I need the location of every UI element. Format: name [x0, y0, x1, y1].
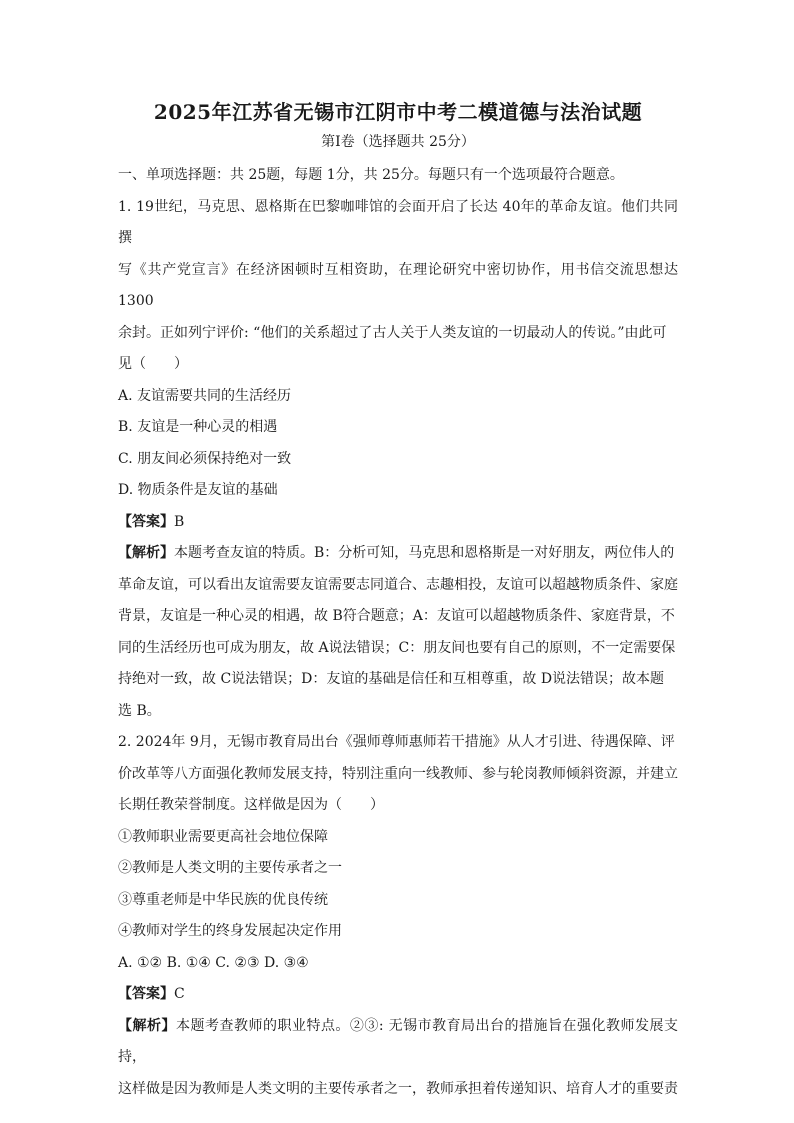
q1-stem-line-4: 见（ ） — [118, 356, 188, 372]
analysis-text: 本题考查友谊的特质。B：分析可知，马克思和恩格斯是一对好朋友，两位伟人的 — [174, 545, 675, 561]
q2-item-1: ①教师职业需要更高社会地位保障 — [118, 828, 328, 845]
q1-option-b: B. 友谊是一种心灵的相遇 — [118, 419, 278, 435]
section-instructions: 一、单项选择题：共 25题，每题 1分，共 25分。每题只有一个选项最符合题意。 — [118, 167, 624, 183]
q2-item-2: ②教师是人类文明的主要传承者之一 — [118, 860, 342, 876]
q2-stem-line-2: 价改革等八方面强化教师发展支持，特别注重向一线教师、参与轮岗教师倾斜资源，并建立 — [118, 765, 678, 782]
q2-item-3: ③尊重老师是中华民族的优良传统 — [118, 891, 328, 908]
q2-answer — [118, 979, 678, 1011]
analysis-text: 本题考查教师的职业特点。②③: 无锡市教育局出台的措施旨在强化教师发展支持， — [118, 1017, 678, 1065]
section-subtitle: 第Ⅰ卷（选择题共 25分） — [321, 134, 475, 150]
document-page — [118, 98, 678, 1105]
q1-option-c: C. 朋友间必须保持绝对一致 — [118, 450, 292, 467]
q2-analysis-line-2: 这样做是因为教师是人类文明的主要传承者之一，教师承担着传递知识、培育人才的重要责 — [118, 1080, 678, 1097]
q1-answer — [118, 507, 678, 539]
q1-stem-line-3: 余封。正如列宁评价: “他们的关系超过了古人关于人类友谊的一切最动人的传说。”由此可 — [118, 324, 667, 341]
answer-value: C — [174, 986, 185, 1002]
q1-option-a: A. 友谊需要共同的生活经历 — [118, 387, 292, 404]
q1-analysis-line-2: 革命友谊，可以看出友谊需要友谊需要志同道合、志趣相投，友谊可以超越物质条件、家庭 — [118, 576, 678, 593]
q2-item-4: ④教师对学生的终身发展起决定作用 — [118, 923, 342, 939]
q1-option-d: D. 物质条件是友谊的基础 — [118, 482, 278, 498]
q1-analysis-line-5: 持绝对一致，故 C说法错误；D：友谊的基础是信任和互相尊重，故 D说法错误；故本题 — [118, 671, 665, 687]
q2-options: A. ①② B. ①④ C. ②③ D. ③④ — [118, 954, 309, 971]
q1-analysis-line-6: 选 B。 — [118, 702, 161, 719]
q2-stem-line-1: 2. 2024年 9月，无锡市教育局出台《强师尊师惠师若干措施》从人才引进、待遇保障、评 — [118, 734, 675, 750]
answer-label: 【答案】 — [118, 986, 174, 1002]
analysis-label: 【解析】 — [118, 1017, 176, 1034]
document-title: 2025年江苏省无锡市江阴市中考二模道德与法治试题 — [153, 100, 643, 124]
q1-analysis-line-1 — [118, 538, 678, 570]
analysis-label: 【解析】 — [118, 545, 174, 561]
answer-label: 【答案】 — [118, 513, 174, 530]
q1-analysis-line-4: 同的生活经历也可成为朋友，故 A说法错误；C：朋友间也要有自己的原则，不一定需要保 — [118, 639, 676, 656]
q2-stem-line-3: 长期任教荣誉制度。这样做是因为（ ） — [118, 797, 384, 813]
q1-stem-line-1: 1. 19世纪，马克思、恩格斯在巴黎咖啡馆的会面开启了长达 40年的革命友谊。他们共同撰 — [118, 198, 678, 246]
answer-value: B — [174, 513, 185, 530]
q1-stem-line-2: 写《共产党宣言》在经济困顿时互相资助，在理论研究中密切协作，用书信交流思想达 1300 — [118, 261, 678, 309]
q2-analysis-line-1 — [118, 1011, 678, 1074]
q1-analysis-line-3: 背景，友谊是一种心灵的相遇，故 B符合题意；A：友谊可以超越物质条件、家庭背景，不 — [118, 608, 675, 624]
